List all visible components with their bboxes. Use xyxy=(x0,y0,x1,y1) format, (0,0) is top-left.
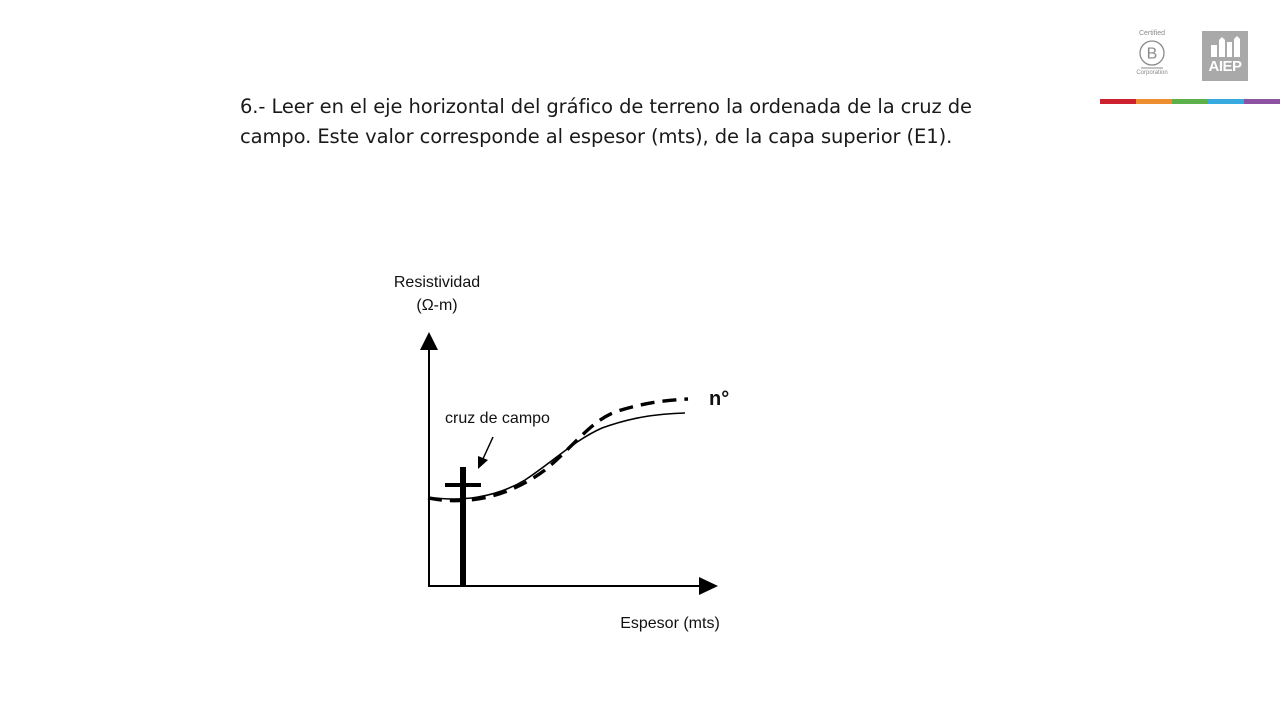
resistivity-diagram xyxy=(370,260,770,640)
y-axis-unit: (Ω-m) xyxy=(416,297,458,314)
x-axis-arrow xyxy=(699,577,718,595)
aiep-logo xyxy=(1202,31,1248,81)
stripe-red xyxy=(1100,99,1136,104)
annotation-arrow-line xyxy=(482,437,493,461)
stripe-green xyxy=(1172,99,1208,104)
y-axis-arrow xyxy=(420,332,438,350)
aiep-wordmark: AIEP xyxy=(1208,58,1242,75)
y-axis-label: Resistividad xyxy=(393,274,481,291)
bcorp-top-text: Certified xyxy=(1138,30,1166,37)
cross-annotation: cruz de campo xyxy=(445,410,550,427)
bcorp-bottom-text: Corporation xyxy=(1136,70,1168,76)
curve-label: n° xyxy=(709,388,730,410)
instruction-text: 6.- Leer en el eje horizontal del gráfico de terreno la ordenada de la cruz de campo. Este valor corresponde al espesor (mts), de la capa superior (E1). xyxy=(240,95,972,148)
stripe-blue xyxy=(1208,99,1244,104)
bcorp-logo xyxy=(1132,30,1172,80)
x-axis-label: Espesor (mts) xyxy=(620,615,720,632)
stripe-purple xyxy=(1244,99,1280,104)
stripe-orange xyxy=(1136,99,1172,104)
bcorp-b-icon xyxy=(1138,39,1166,69)
bcorp-letter: B xyxy=(1146,45,1158,63)
